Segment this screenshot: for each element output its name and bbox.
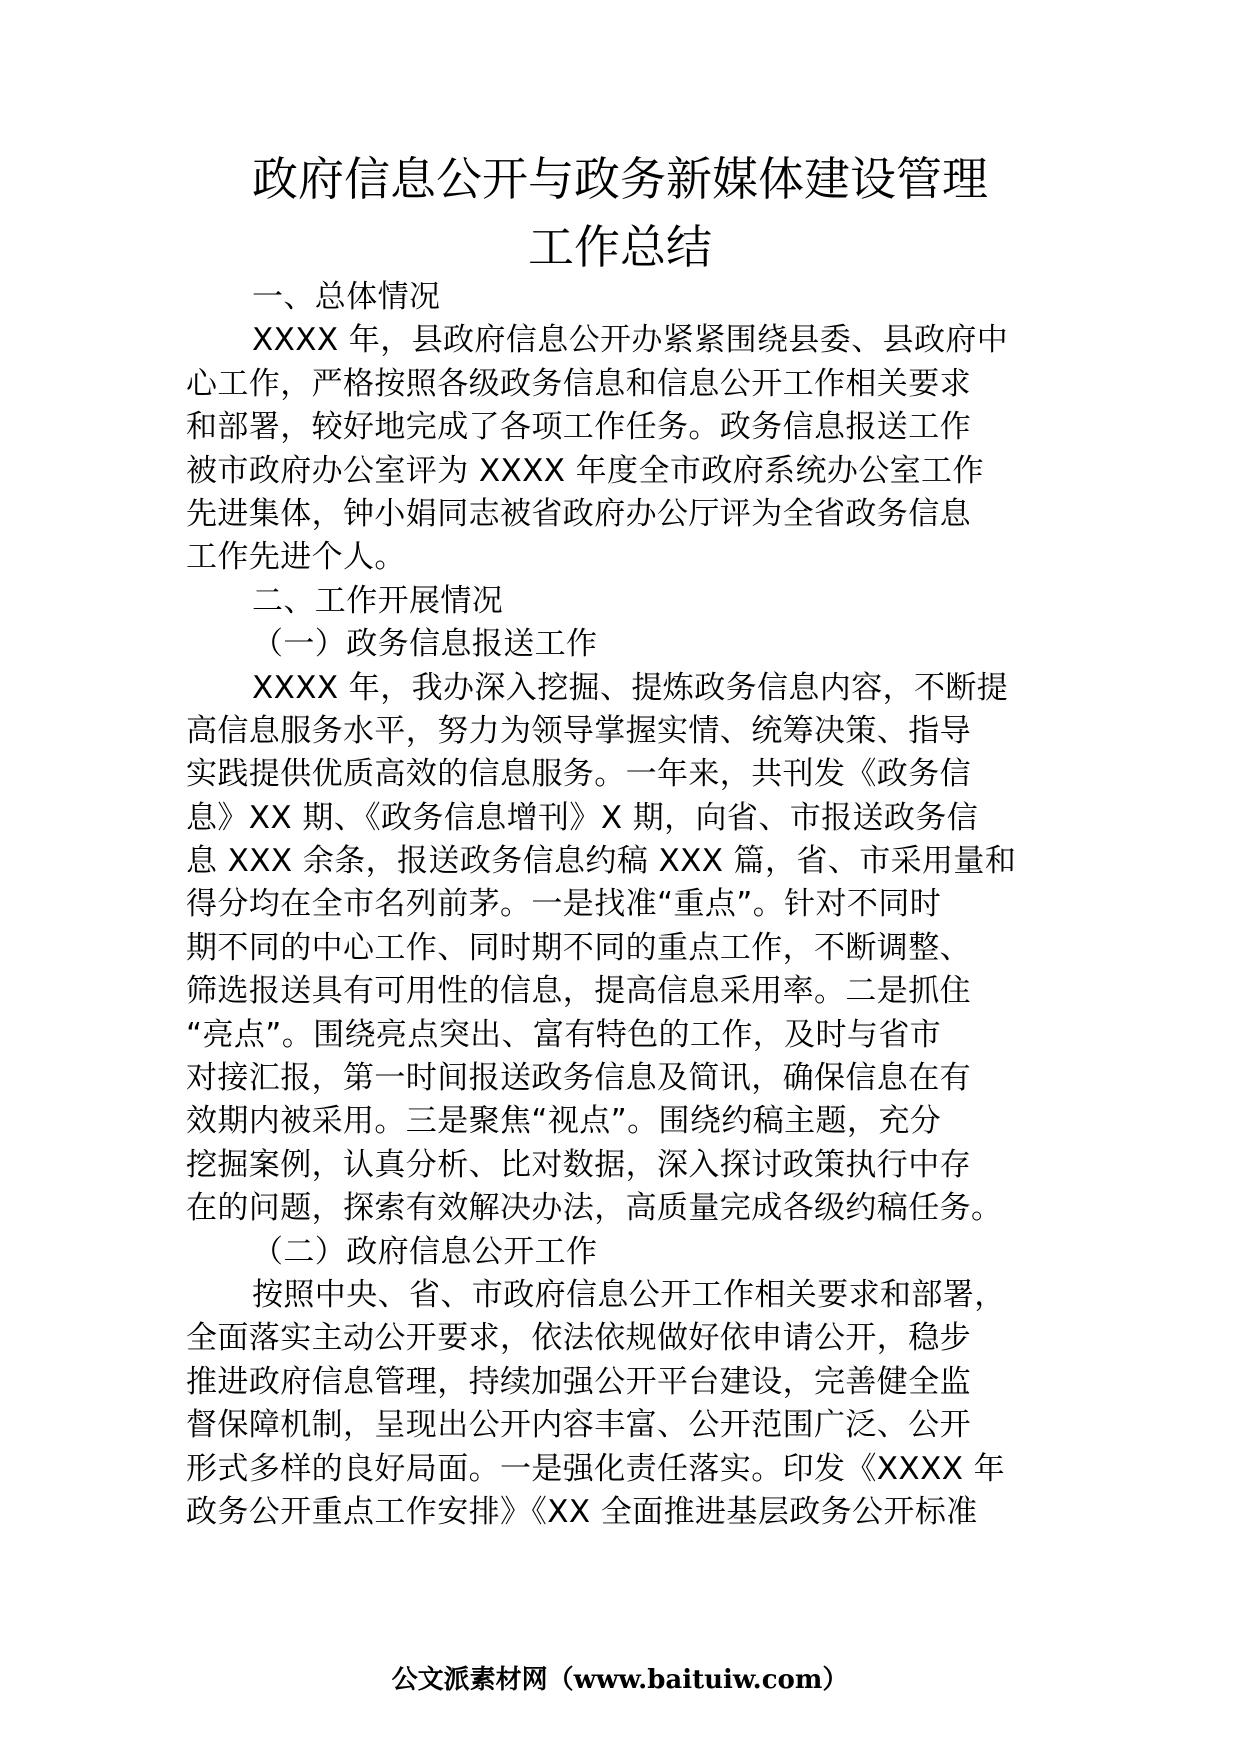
- paragraph-line: 工作先进个人。: [186, 539, 406, 576]
- paragraph-line: 息 XXX 余条，报送政务信息约稿 XXX 篇，省、市采用量和: [186, 843, 1017, 880]
- paragraph-line: 心工作，严格按照各级政务信息和信息公开工作相关要求: [186, 365, 971, 402]
- paragraph-line: 和部署，较好地完成了各项工作任务。政务信息报送工作: [186, 409, 971, 446]
- paragraph-line: 先进集体，钟小娟同志被省政府办公厅评为全省政务信息: [186, 495, 971, 532]
- paragraph-line: 按照中央、省、市政府信息公开工作相关要求和部署，: [252, 1276, 1006, 1313]
- paragraph-line: 得分均在全市名列前茅。一是找准“重点”。针对不同时: [186, 886, 942, 923]
- paragraph-line: 推进政府信息管理，持续加强公开平台建设，完善健全监: [186, 1363, 971, 1400]
- paragraph-line: 政务公开重点工作安排》《XX 全面推进基层政务公开标准: [186, 1493, 978, 1530]
- paragraph-line: 期不同的中心工作、同时期不同的重点工作，不断调整、: [186, 929, 971, 966]
- document-title-line-1: 政府信息公开与政务新媒体建设管理: [252, 152, 988, 206]
- paragraph-line: 督保障机制，呈现出公开内容丰富、公开范围广泛、公开: [186, 1407, 971, 1444]
- paragraph-line: 高信息服务水平，努力为领导掌握实情、统筹决策、指导: [186, 712, 971, 749]
- paragraph-line: 筛选报送具有可用性的信息，提高信息采用率。二是抓住: [186, 973, 971, 1010]
- paragraph-line: 实践提供优质高效的信息服务。一年来，共刊发《政务信: [186, 756, 971, 793]
- document-body: [186, 276, 1066, 1534]
- paragraph-line: 挖掘案例，认真分析、比对数据，深入探讨政策执行中存: [186, 1146, 971, 1183]
- paragraph-line: 被市政府办公室评为 XXXX 年度全市政府系统办公室工作: [186, 452, 984, 489]
- subsection-heading: （一）政务信息报送工作: [252, 626, 598, 663]
- paragraph-line: XXXX 年，我办深入挖掘、提炼政务信息内容，不断提: [252, 669, 1009, 706]
- paragraph-line: XXXX 年，县政府信息公开办紧紧围绕县委、县政府中: [252, 322, 1009, 359]
- paragraph-line: “亮点”。围绕亮点突出、富有特色的工作，及时与省市: [186, 1016, 942, 1053]
- section-heading: 二、工作开展情况: [252, 582, 504, 619]
- paragraph-line: 对接汇报，第一时间报送政务信息及简讯，确保信息在有: [186, 1060, 971, 1097]
- paragraph-line: 形式多样的良好局面。一是强化责任落实。印发《XXXX 年: [186, 1450, 1005, 1487]
- paragraph-line: 息》XX 期、《政务信息增刊》X 期，向省、市报送政务信: [186, 799, 979, 836]
- document-title-line-2: 工作总结: [528, 220, 712, 274]
- page-footer-watermark: 公文派素材网（www.baituiw.com）: [391, 1665, 849, 1695]
- subsection-heading: （二）政府信息公开工作: [252, 1233, 598, 1270]
- paragraph-line: 全面落实主动公开要求，依法依规做好依申请公开，稳步: [186, 1320, 971, 1357]
- paragraph-line: 效期内被采用。三是聚焦“视点”。围绕约稿主题，充分: [186, 1103, 942, 1140]
- paragraph-line: 在的问题，探索有效解决办法，高质量完成各级约稿任务。: [186, 1190, 1003, 1227]
- section-heading: 一、总体情况: [252, 279, 441, 315]
